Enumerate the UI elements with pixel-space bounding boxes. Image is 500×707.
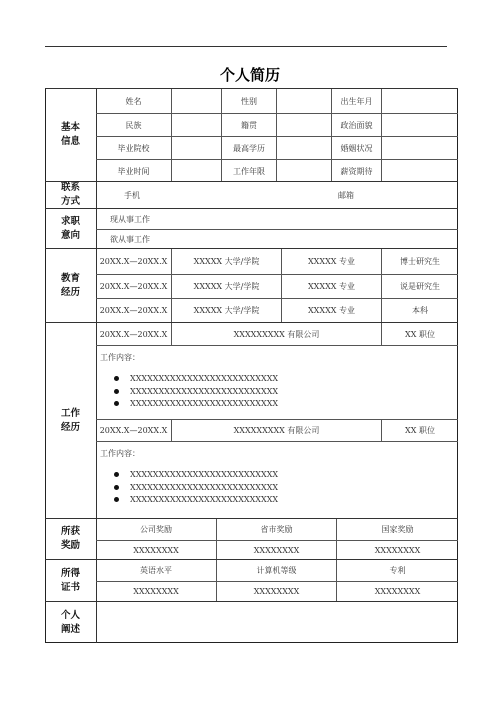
edu-degree: 说是研究生: [381, 275, 458, 299]
education-row: [96, 274, 458, 299]
field-value[interactable]: [381, 114, 458, 136]
field-label: 薪资期待: [331, 160, 381, 182]
certs-headers-row: [96, 560, 458, 581]
current-job-label: 现从事工作: [110, 214, 150, 224]
edu-school: XXXXX 大学/学院: [171, 249, 281, 274]
section-basic-info: [45, 88, 458, 181]
work-content-label: 工作内容：: [100, 353, 140, 362]
section-intent: [45, 208, 458, 248]
email-label: 邮箱: [338, 191, 354, 200]
field-value[interactable]: [381, 137, 458, 159]
field-value[interactable]: [276, 137, 331, 159]
bullet-icon: [114, 497, 119, 502]
work-position: XX 职位: [381, 420, 458, 441]
bullet-icon: [114, 485, 119, 490]
english-level-value: XXXXXXXX: [133, 586, 179, 596]
provincial-award-value: XXXXXXXX: [216, 541, 336, 561]
field-label: 姓名: [125, 96, 142, 106]
national-award-value: XXXXXXXX: [336, 541, 458, 561]
work-company: XXXXXXXXX 有限公司: [171, 323, 381, 345]
field-value[interactable]: [171, 137, 221, 159]
patent-value: XXXXXXXX: [336, 582, 458, 602]
edu-period: 20XX.X—20XX.X: [99, 281, 168, 291]
field-value[interactable]: [276, 89, 331, 113]
section-statement: [45, 601, 458, 643]
section-label-work: 工作 经历: [45, 323, 97, 518]
basic-info-row: [96, 89, 458, 113]
work-bullet-item: [114, 374, 278, 383]
field-label: 工作年限: [221, 160, 276, 182]
work-content: [96, 345, 458, 419]
work-bullet-item: [114, 483, 278, 492]
field-value[interactable]: [276, 160, 331, 182]
company-award-value: XXXXXXXX: [133, 545, 179, 555]
bullet-text: XXXXXXXXXXXXXXXXXXXXXXXXXX: [130, 495, 279, 504]
bullet-icon: [114, 472, 119, 477]
provincial-award-label: 省市奖励: [216, 519, 336, 540]
edu-school: XXXXX 大学/学院: [171, 299, 281, 323]
english-level-label: 英语水平: [140, 565, 172, 575]
work-bullet-item: [114, 495, 278, 504]
bullet-text: XXXXXXXXXXXXXXXXXXXXXXXXXX: [130, 482, 279, 492]
field-value[interactable]: [171, 114, 221, 136]
basic-info-row: [96, 113, 458, 136]
field-value[interactable]: [276, 114, 331, 136]
computer-level-label: 计算机等级: [216, 560, 336, 581]
statement-field[interactable]: [96, 602, 458, 644]
work-header-row: [96, 419, 458, 441]
section-awards: [45, 518, 458, 559]
field-label: 政治面貌: [331, 114, 381, 136]
basic-info-row: [96, 136, 458, 159]
edu-degree: 博士研究生: [381, 249, 458, 274]
patent-label: 专利: [336, 560, 458, 581]
national-award-label: 国家奖励: [336, 519, 458, 540]
bullet-text: XXXXXXXXXXXXXXXXXXXXXXXXXX: [130, 374, 279, 383]
section-contact: [45, 181, 458, 208]
edu-major: XXXXX 专业: [281, 299, 381, 323]
work-content: [96, 441, 458, 515]
awards-headers-row: [96, 519, 458, 540]
header-rule: [45, 46, 447, 47]
work-header-row: [96, 323, 458, 345]
section-label-certs: 所得 证书: [45, 560, 97, 601]
work-position: XX 职位: [381, 323, 458, 345]
field-label: 毕业院校: [117, 143, 150, 153]
desired-job-label: 欲从事工作: [110, 235, 150, 244]
work-bullet-item: [114, 399, 278, 408]
bullet-icon: [114, 401, 119, 406]
edu-period: 20XX.X—20XX.X: [99, 256, 168, 266]
bullet-text: XXXXXXXXXXXXXXXXXXXXXXXXXX: [130, 470, 279, 479]
certs-values-row: [96, 581, 458, 602]
edu-school: XXXXX 大学/学院: [171, 275, 281, 299]
field-label: 最高学历: [221, 137, 276, 159]
bullet-text: XXXXXXXXXXXXXXXXXXXXXXXXXX: [130, 386, 279, 396]
field-value[interactable]: [171, 160, 221, 182]
field-label: 性别: [221, 89, 276, 113]
edu-degree: 本科: [381, 299, 458, 323]
edu-major: XXXXX 专业: [281, 275, 381, 299]
section-label-statement: 个人 阐述: [45, 602, 97, 643]
work-period: 20XX.X—20XX.X: [99, 329, 168, 339]
work-company: XXXXXXXXX 有限公司: [171, 420, 381, 441]
field-label: 毕业时间: [117, 166, 150, 176]
work-content-label: 工作内容：: [100, 449, 140, 458]
edu-major: XXXXX 专业: [281, 249, 381, 274]
section-education: [45, 248, 458, 322]
section-work: [45, 322, 458, 518]
section-label-awards: 所获 奖励: [45, 519, 97, 559]
field-value[interactable]: [381, 89, 458, 113]
section-certificates: [45, 559, 458, 601]
section-label-basic: 基本 信息: [45, 89, 97, 181]
work-period: 20XX.X—20XX.X: [99, 426, 168, 435]
field-value[interactable]: [171, 89, 221, 113]
field-value[interactable]: [381, 160, 458, 182]
field-label: 出生年月: [331, 89, 381, 113]
field-label: 民族: [125, 120, 142, 130]
section-label-intent: 求职 意向: [45, 209, 97, 248]
bullet-icon: [114, 376, 119, 381]
awards-values-row: [96, 540, 458, 561]
bullet-text: XXXXXXXXXXXXXXXXXXXXXXXXXX: [130, 399, 279, 408]
edu-period: 20XX.X—20XX.X: [99, 306, 168, 316]
education-row: [96, 298, 458, 323]
phone-label: 手机: [124, 191, 140, 200]
field-label: 婚姻状况: [331, 137, 381, 159]
work-bullet-item: [114, 470, 278, 479]
education-row: [96, 249, 458, 274]
work-bullet-item: [114, 387, 278, 396]
company-award-label: 公司奖励: [140, 524, 172, 534]
field-label: 籍贯: [221, 114, 276, 136]
page-title: 个人简历: [219, 66, 280, 84]
basic-info-row: [96, 159, 458, 182]
section-label-contact: 联系 方式: [45, 182, 97, 208]
bullet-icon: [114, 389, 119, 394]
section-label-education: 教育 经历: [45, 249, 97, 322]
computer-level-value: XXXXXXXX: [216, 582, 336, 602]
